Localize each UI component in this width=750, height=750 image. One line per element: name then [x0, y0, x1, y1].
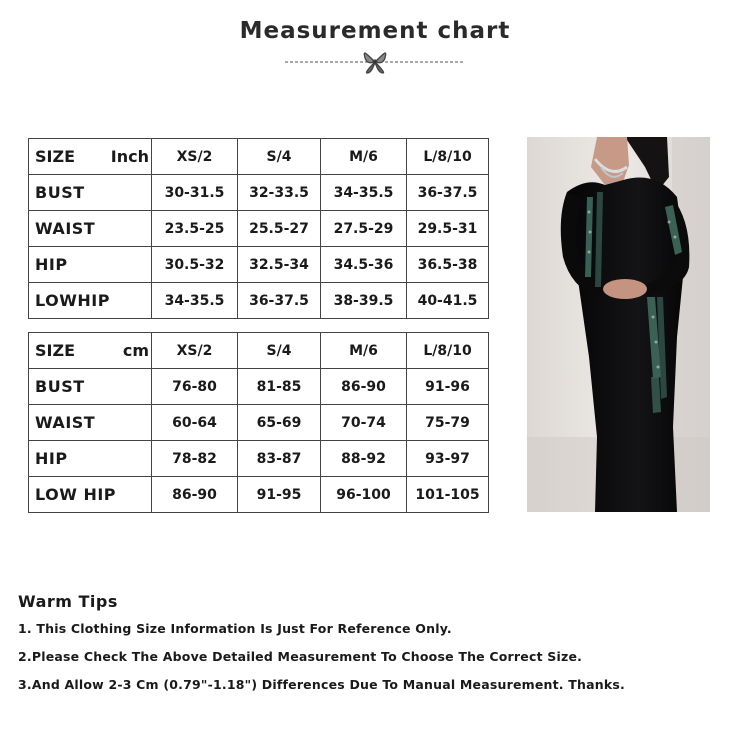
size-header-label: SIZE — [35, 341, 76, 360]
measurement-cell: 91-96 — [407, 369, 489, 405]
table-row — [29, 369, 489, 405]
measurement-cell: 101-105 — [407, 477, 489, 513]
measurement-cell: 29.5-31 — [407, 211, 489, 247]
measurement-cell: 75-79 — [407, 405, 489, 441]
size-column-header: M/6 — [321, 139, 407, 175]
unit-header-label: cm — [122, 341, 149, 360]
measurement-cell: 32.5-34 — [238, 247, 321, 283]
row-label: LOW HIP — [29, 477, 152, 513]
size-unit-header — [29, 139, 152, 175]
measurement-cell: 88-92 — [321, 441, 407, 477]
table-header-row — [29, 139, 489, 175]
measurement-cell: 27.5-29 — [321, 211, 407, 247]
table-header-row — [29, 333, 489, 369]
table-row — [29, 283, 489, 319]
warm-tips-title: Warm Tips — [18, 592, 118, 611]
size-column-header: XS/2 — [152, 139, 238, 175]
row-label: HIP — [29, 441, 152, 477]
table-row — [29, 175, 489, 211]
size-chart-cm-table — [28, 332, 489, 513]
measurement-cell: 38-39.5 — [321, 283, 407, 319]
bow-icon — [364, 53, 385, 73]
row-label: BUST — [29, 369, 152, 405]
size-column-header: S/4 — [238, 333, 321, 369]
measurement-cell: 78-82 — [152, 441, 238, 477]
measurement-cell: 70-74 — [321, 405, 407, 441]
size-unit-header — [29, 333, 152, 369]
row-label: WAIST — [29, 211, 152, 247]
row-label: WAIST — [29, 405, 152, 441]
measurement-cell: 81-85 — [238, 369, 321, 405]
measurement-cell: 25.5-27 — [238, 211, 321, 247]
unit-header-label: Inch — [110, 147, 149, 166]
measurement-cell: 76-80 — [152, 369, 238, 405]
size-chart-inch-table — [28, 138, 489, 319]
tip-item: 3.And Allow 2-3 Cm (0.79"-1.18") Differences Due To Manual Measurement. Thanks. — [18, 677, 625, 692]
table-row — [29, 247, 489, 283]
measurement-cell: 30.5-32 — [152, 247, 238, 283]
measurement-cell: 34-35.5 — [321, 175, 407, 211]
measurement-cell: 32-33.5 — [238, 175, 321, 211]
measurement-cell: 83-87 — [238, 441, 321, 477]
warm-tips-section — [18, 592, 738, 704]
size-column-header: L/8/10 — [407, 139, 489, 175]
table-row — [29, 441, 489, 477]
measurement-cell: 30-31.5 — [152, 175, 238, 211]
decorative-divider — [285, 46, 465, 76]
measurement-cell: 96-100 — [321, 477, 407, 513]
tip-item: 2.Please Check The Above Detailed Measurement To Choose The Correct Size. — [18, 649, 583, 664]
measurement-cell: 36-37.5 — [238, 283, 321, 319]
measurement-cell: 40-41.5 — [407, 283, 489, 319]
row-label: LOWHIP — [29, 283, 152, 319]
size-header-label: SIZE — [35, 147, 76, 166]
page-title: Measurement chart — [239, 18, 511, 44]
measurement-cell: 86-90 — [152, 477, 238, 513]
measurement-cell: 36.5-38 — [407, 247, 489, 283]
measurement-cell: 91-95 — [238, 477, 321, 513]
measurement-cell: 86-90 — [321, 369, 407, 405]
measurement-cell: 34-35.5 — [152, 283, 238, 319]
size-column-header: XS/2 — [152, 333, 238, 369]
measurement-cell: 93-97 — [407, 441, 489, 477]
product-photo — [527, 137, 710, 512]
row-label: HIP — [29, 247, 152, 283]
size-column-header: M/6 — [321, 333, 407, 369]
table-row — [29, 477, 489, 513]
measurement-cell: 65-69 — [238, 405, 321, 441]
measurement-cell: 60-64 — [152, 405, 238, 441]
measurement-cell: 34.5-36 — [321, 247, 407, 283]
row-label: BUST — [29, 175, 152, 211]
size-column-header: L/8/10 — [407, 333, 489, 369]
tip-item: 1. This Clothing Size Information Is Just For Reference Only. — [18, 621, 452, 636]
dress-model-illustration — [527, 137, 710, 512]
measurement-cell: 23.5-25 — [152, 211, 238, 247]
table-row — [29, 211, 489, 247]
table-row — [29, 405, 489, 441]
size-column-header: S/4 — [238, 139, 321, 175]
measurement-cell: 36-37.5 — [407, 175, 489, 211]
